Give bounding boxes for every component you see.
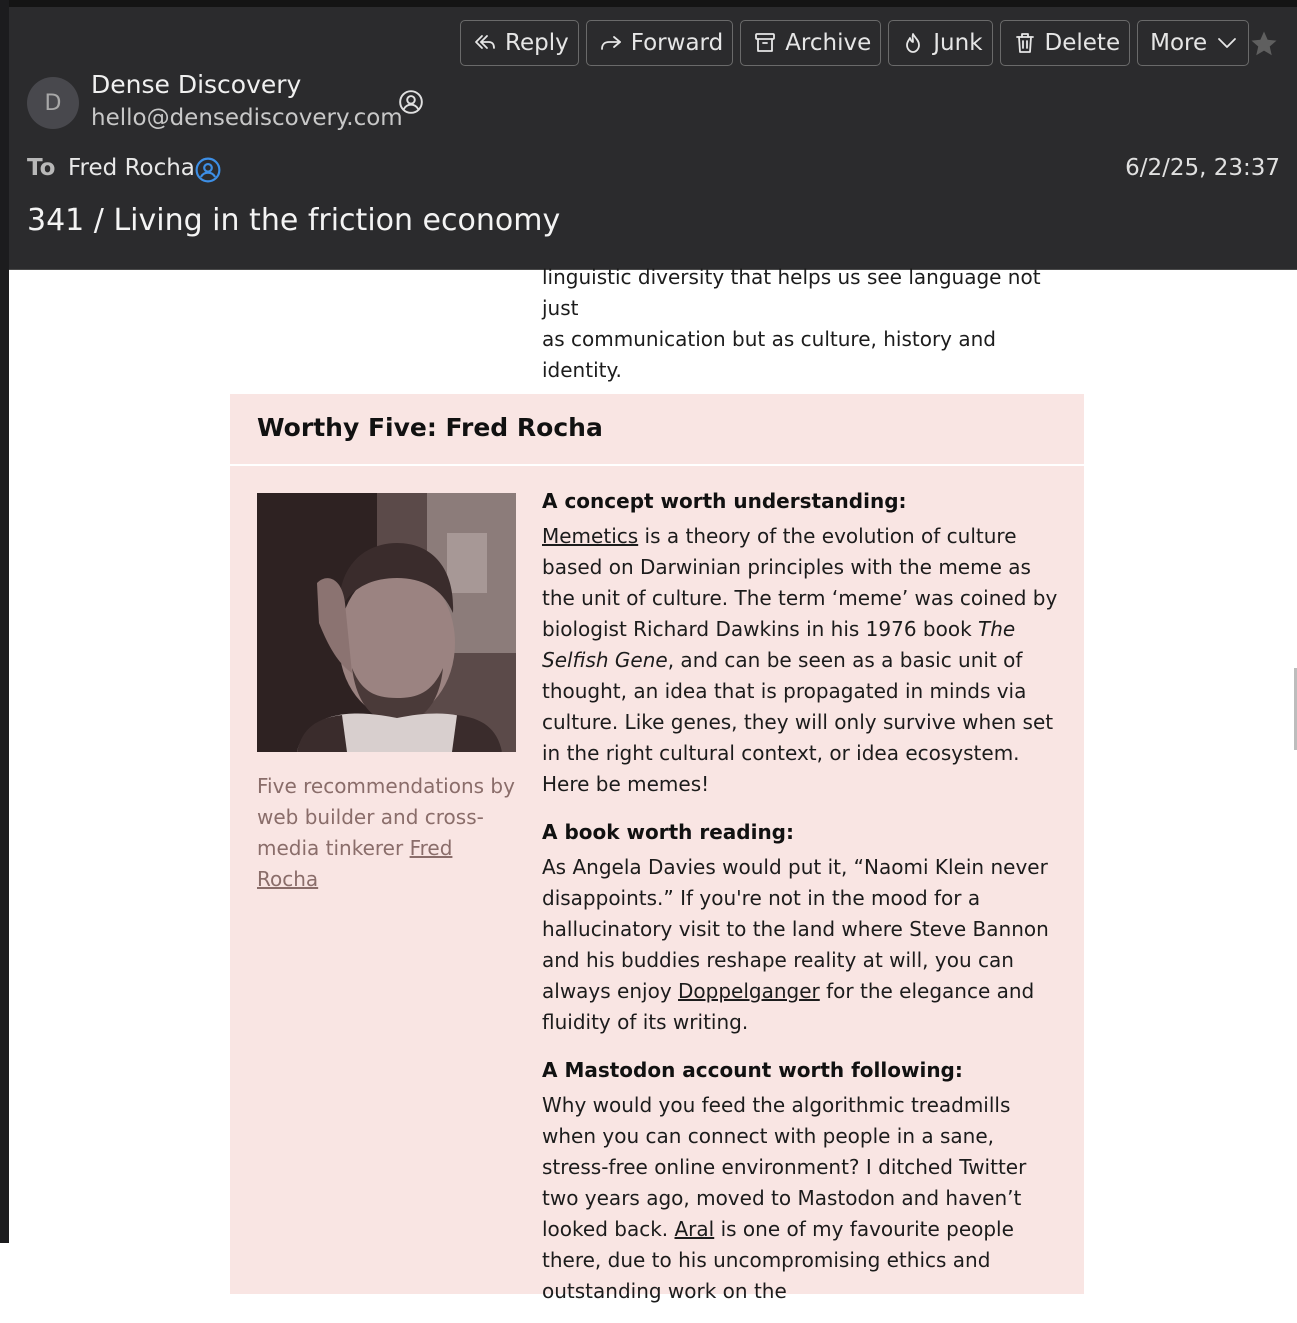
message-header: [9, 7, 1297, 269]
junk-flame-icon: [901, 31, 925, 55]
recommendations: [542, 485, 1062, 1323]
section-text-part: As Angela Davies would put it, “Naomi Klein never disappoints.” If you're not in the mood for a hallucinatory visit to the land where Steve Bannon and his buddies reshape reality at will, you can always enjoy: [542, 855, 1049, 1003]
section-heading: A Mastodon account worth following:: [542, 1058, 963, 1082]
archive-label: Archive: [785, 30, 872, 56]
section-text: [542, 521, 1062, 800]
section-text-part: Why would you feed the algorithmic treadmills when you can connect with people in a sane, stress-free online environment? I ditched Twitter two years ago, moved to Mastodon and haven’t looked back.: [542, 1093, 1027, 1241]
worthy-five-title: Worthy Five: Fred Rocha: [257, 413, 603, 442]
reply-icon: [473, 31, 497, 55]
forward-label: Forward: [630, 30, 724, 56]
message-toolbar: [460, 20, 1249, 66]
section-text-part: , and can be seen as a basic unit of thought, an idea that is propagated in minds via culture. Like genes, they will only survive when set in the right cultural context, or idea ecosystem. Here be memes!: [542, 648, 1054, 796]
aral-link[interactable]: Aral: [674, 1217, 715, 1241]
doppelganger-link[interactable]: Doppelganger: [678, 979, 820, 1003]
window-edge: [0, 0, 9, 1243]
message-subject: 341 / Living in the friction economy: [27, 203, 561, 238]
reply-label: Reply: [505, 30, 569, 56]
forward-icon: [599, 31, 623, 55]
delete-label: Delete: [1044, 30, 1121, 56]
star-icon[interactable]: [1249, 29, 1279, 59]
intro-line: linguistic diversity that helps us see language not just: [542, 265, 1041, 320]
add-contact-icon[interactable]: [398, 89, 424, 115]
box-divider: [230, 464, 1084, 466]
reply-button[interactable]: [460, 20, 579, 66]
author-photo: [257, 493, 516, 752]
archive-button[interactable]: [740, 20, 881, 66]
sender-name[interactable]: Dense Discovery: [91, 70, 302, 99]
chevron-down-icon: [1215, 31, 1239, 55]
caption-text: Five recommendations by web builder and cross-media tinkerer: [257, 774, 515, 860]
section-text-part: is a theory of the evolution of culture based on Darwinian principles with the meme as the unit of culture. The term ‘meme’ was coined by biologist Richard Dawkins in his 1976 book: [542, 524, 1058, 641]
intro-line: as communication but as culture, history and identity.: [542, 327, 996, 382]
worthy-five-box: [230, 394, 1084, 1303]
sender-avatar: D: [27, 77, 79, 129]
to-label: To: [27, 155, 56, 181]
window-top-edge: [9, 0, 1297, 7]
section-heading: A book worth reading:: [542, 820, 794, 844]
section-text: [542, 1090, 1062, 1307]
trash-icon: [1013, 31, 1037, 55]
intro-paragraph: [542, 262, 1062, 386]
archive-icon: [753, 31, 777, 55]
delete-button[interactable]: [1000, 20, 1131, 66]
section-heading: A concept worth understanding:: [542, 489, 907, 513]
contact-icon[interactable]: [195, 157, 221, 183]
message-date: 6/2/25, 23:37: [1125, 155, 1280, 181]
sender-email[interactable]: hello@densediscovery.com: [91, 105, 403, 131]
fred-rocha-link[interactable]: Fred Rocha: [257, 836, 453, 891]
junk-button[interactable]: [888, 20, 992, 66]
memetics-link[interactable]: Memetics: [542, 524, 639, 548]
forward-button[interactable]: [586, 20, 734, 66]
section-text: [542, 852, 1062, 1038]
book-title: The Selfish Gene: [542, 617, 1016, 672]
more-button[interactable]: [1137, 20, 1249, 66]
section-text-part: is one of my favourite people there, due to his uncompromising ethics and outstanding work on the: [542, 1217, 1014, 1303]
more-label: More: [1150, 30, 1208, 56]
photo-caption: [257, 771, 519, 895]
section-text-part: for the elegance and fluidity of its writing.: [542, 979, 1035, 1034]
recipient-name[interactable]: Fred Rocha: [68, 155, 195, 181]
junk-label: Junk: [933, 30, 983, 56]
